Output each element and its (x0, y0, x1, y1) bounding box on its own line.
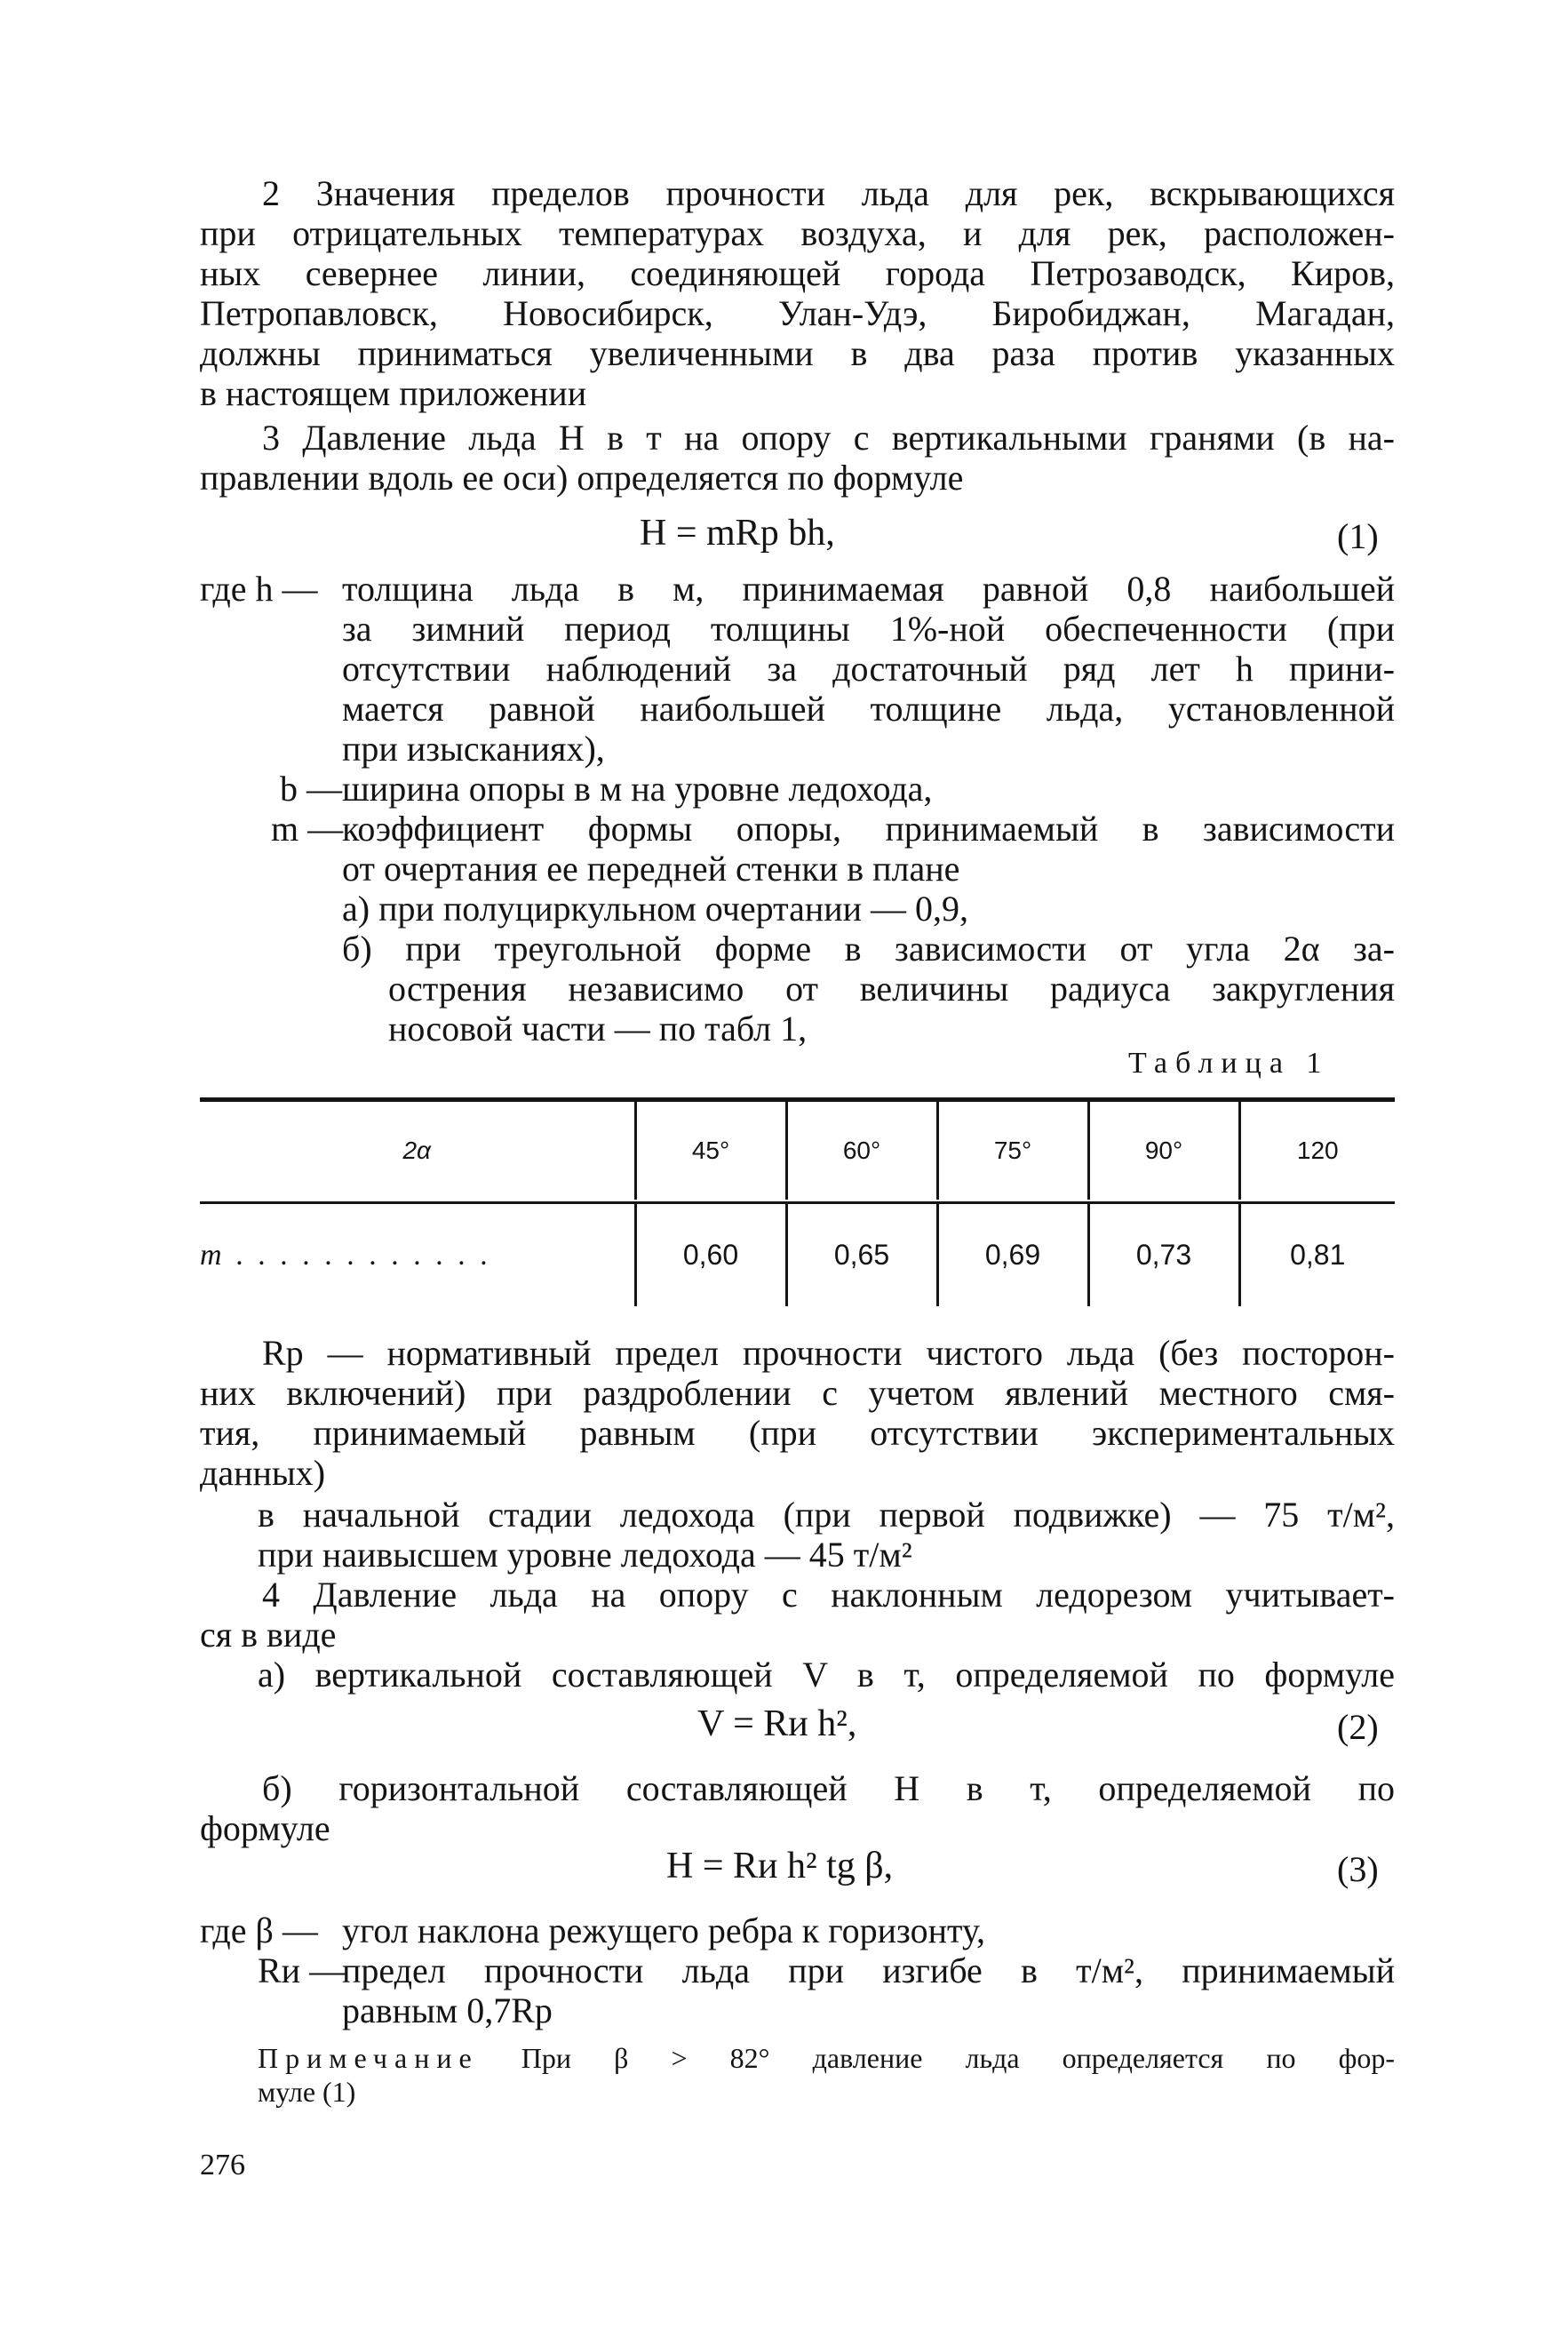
def-ri-text (342, 1950, 1395, 2030)
note-first-line (258, 2042, 1395, 2074)
text-line: 2 Значения пределов прочности льда для рек, вскрывающихся (262, 173, 1395, 213)
table-header-cell: 120 (1239, 1102, 1395, 1200)
item-a-vertical: а) вертикальной составляющей V в т, определяемой по формуле (258, 1655, 1395, 1695)
text-line: данных) (200, 1453, 326, 1493)
table-cell: 0,65 (786, 1204, 937, 1306)
table-cell: 0,60 (635, 1204, 786, 1306)
text-line: формуле (200, 1808, 330, 1848)
text-line: предел прочности льда при изгибе в т/м², принимаемый (342, 1950, 1395, 1990)
text-line: ных севернее линии, соединяющей города Петрозаводск, Киров, (200, 253, 1395, 293)
item-a-semicircular: а) при полуциркульном очертании — 0,9, (342, 889, 969, 929)
text-line: 3 Давление льда H в т на опору с вертикальными гранями (в на- (262, 418, 1395, 458)
item-b-horizontal (200, 1768, 1395, 1848)
def-b-prefix: b — (280, 769, 342, 809)
def-beta-text: угол наклона режущего ребра к горизонту, (342, 1910, 985, 1950)
item-b-triangular (342, 929, 1395, 1049)
note-label: Примечание (258, 2042, 479, 2074)
text-line: Петропавловск, Новосибирск, Улан-Удэ, Биробиджан, Магадан, (200, 293, 1395, 333)
table-cell: 0,73 (1088, 1204, 1239, 1306)
text-line: носовой части — по табл 1, (388, 1009, 808, 1049)
note-text: При β > 82° давление льда определяется по фор- (521, 2042, 1396, 2074)
text-line: Rр — нормативный предел прочности чистого льда (без посторон- (262, 1333, 1395, 1373)
paragraph-4 (200, 1575, 1395, 1655)
table-header-cell: 75° (937, 1102, 1088, 1200)
formula-3: H = Rи h² tg β, (666, 1846, 894, 1886)
formula-2-number: (2) (1337, 1707, 1379, 1747)
def-m-text (342, 809, 1395, 889)
def-b-text: ширина опоры в м на уровне ледохода, (342, 769, 933, 809)
text-line: отсутствии наблюдений за достаточный ряд лет h прини- (342, 649, 1395, 689)
table-cell: 0,81 (1239, 1204, 1395, 1306)
text-line: равным 0,7Rр (342, 1990, 553, 2030)
table-header-label: 2α (402, 1137, 432, 1164)
text-line: них включений) при раздроблении с учетом явлений местного смя- (200, 1373, 1395, 1413)
text-line: б) горизонтальной составляющей H в т, определяемой по (262, 1768, 1395, 1808)
paragraph-2 (200, 173, 1395, 413)
text-line: в начальной стадии ледохода (при первой подвижке) — 75 т/м², (258, 1495, 1395, 1535)
text-line: толщина льда в м, принимаемая равной 0,8 наибольшей (342, 569, 1395, 609)
paragraph-3 (200, 418, 1395, 498)
text-line: при наивысшем уровне ледохода — 45 т/м² (258, 1535, 912, 1575)
note-second-line: муле (1) (258, 2076, 356, 2108)
formula-2: V = Rи h², (697, 1703, 857, 1744)
table-cell: 0,69 (937, 1204, 1088, 1306)
text-line: ся в виде (200, 1615, 337, 1655)
page-number: 276 (200, 2149, 245, 2181)
text-line: при отрицательных температурах воздуха, и для рек, расположен- (200, 213, 1395, 253)
text-line: б) при треугольной форме в зависимости от угла 2α за- (342, 929, 1395, 969)
rp-values (258, 1495, 1395, 1575)
table-row-label: m . . . . . . . . . . . . (200, 1238, 492, 1272)
table-header-cell: 60° (786, 1102, 937, 1200)
text-line: должны приниматься увеличенными в два раза против указанных (200, 333, 1395, 373)
text-line: от очертания ее передней стенки в плане (342, 849, 960, 889)
table-1-values (200, 1204, 1395, 1306)
text-line: острения независимо от величины радиуса закругления (388, 969, 1395, 1009)
text-line: 4 Давление льда на опору с наклонным ледорезом учитывает- (262, 1575, 1395, 1615)
text-line: мается равной наибольшей толщине льда, установленной (342, 689, 1395, 729)
text-line: при изысканиях), (342, 729, 605, 769)
text-line: за зимний период толщины 1%-ной обеспеченности (при (342, 609, 1395, 649)
def-h-text (342, 569, 1395, 769)
def-beta-prefix: где β — (200, 1910, 318, 1950)
text-line: правлении вдоль ее оси) определяется по формуле (200, 458, 964, 498)
formula-3-number: (3) (1337, 1849, 1379, 1889)
table-caption: Таблица 1 (1128, 1047, 1330, 1080)
table-header-cell: 90° (1088, 1102, 1239, 1200)
text-line: коэффициент формы опоры, принимаемый в зависимости (342, 809, 1395, 849)
def-h-prefix: где h — (200, 569, 318, 609)
text-line: в настоящем приложении (200, 373, 587, 413)
def-m-prefix: m — (271, 809, 344, 849)
formula-1-number: (1) (1337, 516, 1379, 556)
rp-definition (200, 1333, 1395, 1493)
formula-1: H = mRр bh, (640, 513, 835, 554)
table-1 (200, 1102, 1395, 1200)
table-header-cell: 45° (635, 1102, 786, 1200)
def-ri-prefix: Rи — (258, 1950, 346, 1990)
text-line: тия, принимаемый равным (при отсутствии экспериментальных (200, 1413, 1395, 1453)
